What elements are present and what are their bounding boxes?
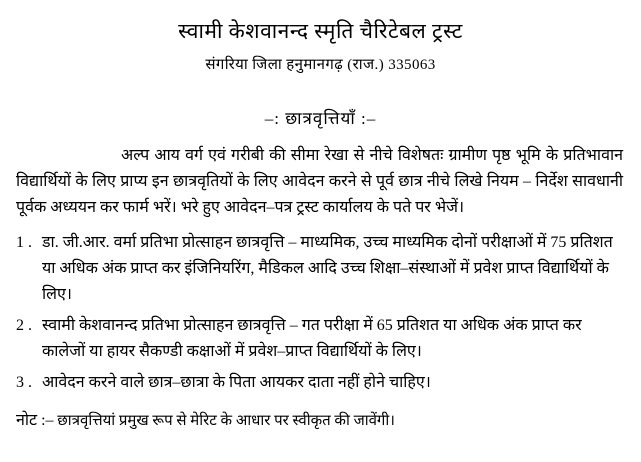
note-text: छात्रवृत्तियां प्रमुख रूप से मेरिट के आधार पर स्वीकृत की जावेंगी।	[57, 413, 395, 430]
list-item	[16, 230, 623, 307]
list-item	[16, 370, 623, 396]
list-item-number: 1 .	[16, 234, 32, 252]
list-item-text: स्वामी केशवानन्द प्रतिभा प्रोत्साहन छात्रवृत्ति – गत परीक्षा में 65 प्रतिशत या अधिक अंक प्राप्त कर कालेजों या हायर सैकण्डी कक्षाओं में प्रवेश–प्राप्त विद्यार्थियों के लिए।	[42, 317, 582, 360]
list-item-number: 3 .	[16, 374, 32, 392]
note-row	[14, 408, 627, 434]
organization-address: संगरिया जिला हनुमानगढ़ (राज.) 335063	[205, 57, 436, 74]
list-item	[16, 313, 623, 364]
intro-paragraph: अल्प आय वर्ग एवं गरीबी की सीमा रेखा से नीचे विशेषतः ग्रामीण पृष्ठ भूमि के प्रतिभावान विद्यार्थियों के लिए प्राप्य इन छात्रवृतियों के लिए आवेदन करने से पूर्व छात्र नीचे लिखे नियम – निर्देश सावधानी पूर्वक अध्ययन कर फार्म भरें। भरे हुए आवेदन–पत्र ट्रस्ट कार्यालय के पते पर भेजें।	[16, 146, 623, 216]
document-page	[0, 18, 641, 462]
section-heading-scholarships: –: छात्रवृत्तियाँ :–	[264, 108, 377, 128]
list-item-text: डा. जी.आर. वर्मा प्रतिभा प्रोत्साहन छात्रवृत्ति – माध्यमिक, उच्च माध्यमिक दोनों परीक्षाओं में 75 प्रतिशत या अधिक अंक प्राप्त कर इंजिनियरिंग, मैडिकल आदि उच्च शिक्षा–संस्थाओं में प्रवेश प्राप्त विद्यार्थियों के लिए।	[42, 234, 613, 303]
note-label: नोट :–	[16, 412, 54, 430]
list-item-number: 2 .	[16, 317, 32, 335]
list-item-text: आवेदन करने वाले छात्र–छात्रा के पिता आयकर दाता नहीं होने चाहिए।	[42, 374, 431, 392]
organization-title: स्वामी केशवानन्द स्मृति चैरिटेबल ट्रस्ट	[178, 19, 463, 43]
scholarship-list	[14, 230, 627, 396]
